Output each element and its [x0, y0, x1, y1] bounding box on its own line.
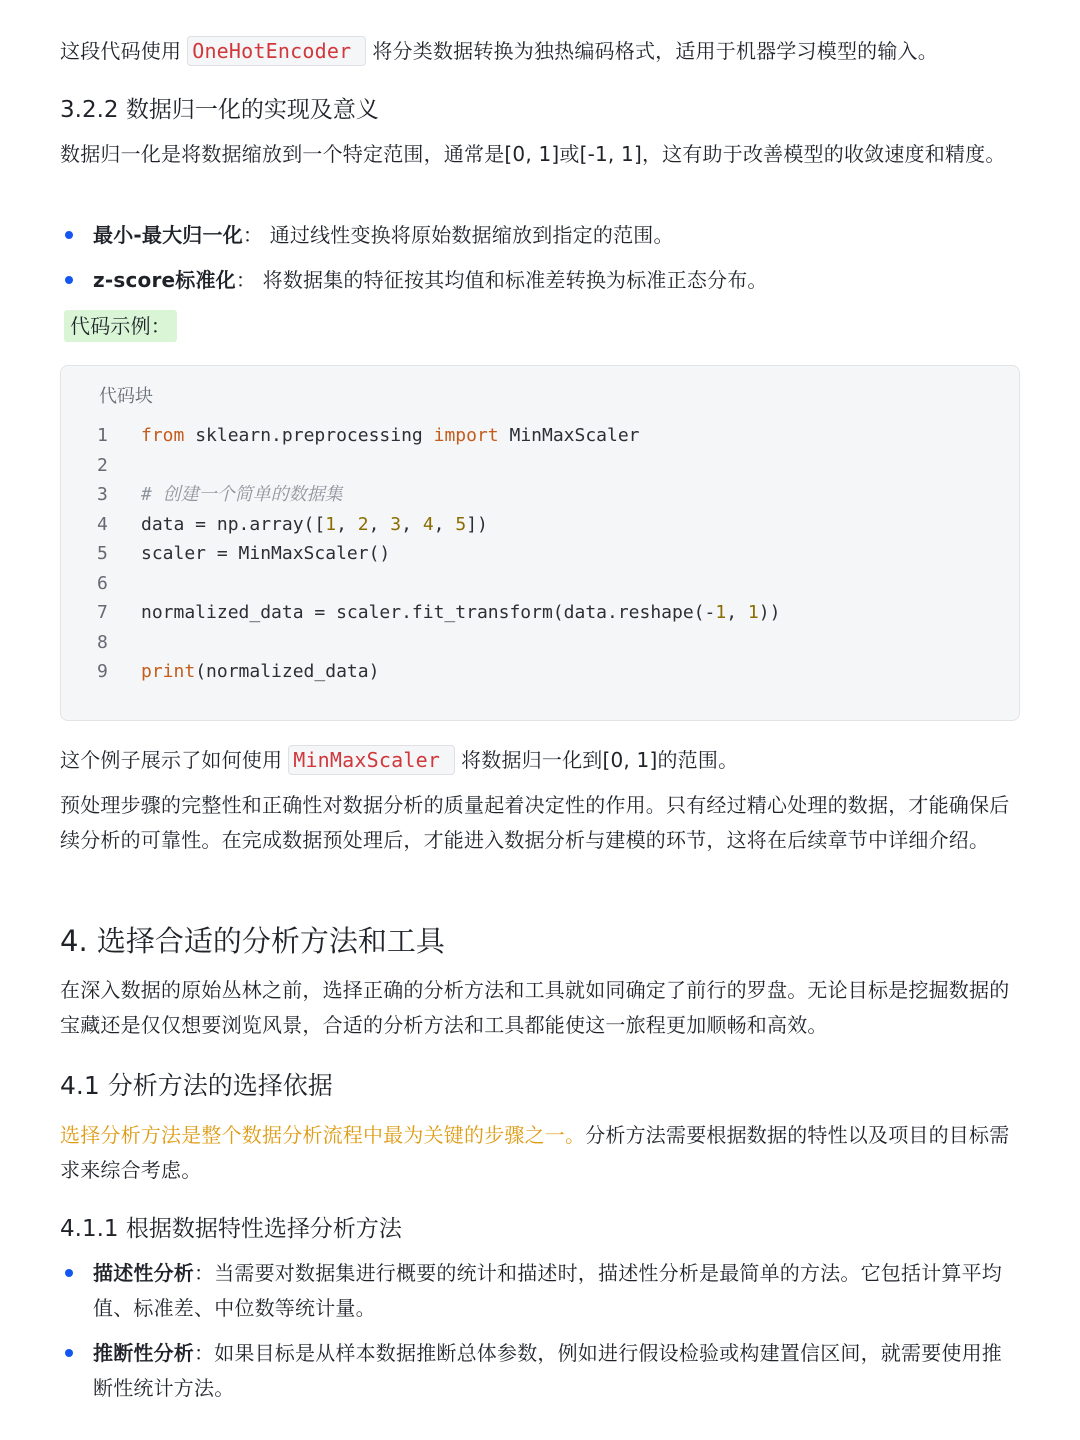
code-line-number: 5: [97, 543, 108, 564]
code-example-label: 代码示例：: [64, 310, 177, 342]
code-line-number: 4: [97, 513, 108, 535]
code-line-text: [141, 598, 780, 627]
code-line-number: 8: [97, 631, 108, 653]
code-token: ,: [401, 513, 423, 535]
list-item-term: 描述性分析: [93, 1261, 194, 1285]
code-token: ,: [368, 513, 391, 535]
code-token: 5: [455, 513, 467, 535]
code-token: MinMaxScaler: [498, 425, 640, 446]
paragraph-method-basis: [60, 1118, 1020, 1188]
code-example-label-row: [64, 309, 1024, 344]
list-item: [60, 1256, 1020, 1326]
code-line-number: 3: [97, 484, 108, 505]
heading-4: 4. 选择合适的分析方法和工具: [60, 924, 445, 958]
code-token: normalized_data = scaler.fit_transform(data.reshape(-: [141, 602, 716, 623]
code-line-text: [141, 480, 343, 509]
list-item-term: 推断性分析: [93, 1341, 194, 1365]
code-token: 1: [715, 602, 727, 623]
paragraph-text: 将数据归一化到[0, 1]的范围。: [461, 748, 739, 772]
code-token: from: [141, 425, 185, 446]
code-token: ,: [433, 513, 456, 535]
code-token: 4: [422, 513, 434, 535]
paragraph-text: 这段代码使用: [60, 39, 182, 63]
paragraph-normalization: 数据归一化是将数据缩放到一个特定范围，通常是[0, 1]或[-1, 1]，这有助于改善模型的收敛速度和精度。: [60, 142, 1006, 166]
code-token: ]): [466, 513, 488, 535]
code-token: data = np.array([: [141, 513, 326, 535]
code-line-number: 1: [97, 425, 108, 446]
paragraph-text: 这个例子展示了如何使用: [60, 748, 283, 772]
code-line-text: [141, 539, 390, 568]
code-token: print: [141, 661, 196, 682]
paragraph-onehot: [60, 34, 1020, 69]
code-token: 1: [325, 513, 337, 535]
list-item-desc: ：如果目标是从样本数据推断总体参数，例如进行假设检验或构建置信区间，就需要使用推断性统计方法。: [93, 1341, 1002, 1400]
code-token: ,: [726, 602, 748, 623]
code-token: # 创建一个简单的数据集: [141, 484, 343, 505]
bullet-icon: [65, 1349, 73, 1357]
code-token: 2: [357, 513, 369, 535]
bullet-icon: [65, 231, 73, 239]
list-item-desc: ： 通过线性变换将原始数据缩放到指定的范围。: [242, 223, 674, 247]
code-line-number: 2: [97, 454, 108, 476]
code-token: ,: [336, 513, 358, 535]
heading-3-2-2: 3.2.2 数据归一化的实现及意义: [60, 97, 379, 123]
paragraph-minmax: [60, 743, 1020, 778]
code-token: 1: [747, 602, 759, 623]
paragraph-preprocessing: 预处理步骤的完整性和正确性对数据分析的质量起着决定性的作用。只有经过精心处理的数据，才能确保后续分析的可靠性。在完成数据预处理后，才能进入数据分析与建模的环节，这将在后续章节中详细介绍。: [60, 793, 1010, 852]
bullet-icon: [65, 276, 73, 284]
list-item: [60, 218, 1020, 253]
code-line-number: 9: [97, 661, 108, 682]
paragraph-text: 分析方法需要根据数据的特性以及项目的目标需求来综合考虑。: [60, 1123, 1010, 1182]
code-token: sklearn.preprocessing: [184, 425, 434, 446]
code-line-number: 6: [97, 572, 108, 594]
code-block: [60, 365, 1020, 721]
list-item: [60, 1336, 1020, 1406]
code-line-text: [141, 657, 379, 686]
list-item-desc: ： 将数据集的特征按其均值和标准差转换为标准正态分布。: [235, 268, 768, 292]
code-token: scaler = MinMaxScaler(): [141, 543, 391, 564]
code-token: )): [758, 602, 781, 623]
code-token: 3: [390, 513, 402, 535]
list-item-term: 最小-最大归一化: [93, 223, 243, 247]
inline-code-onehotencoder: OneHotEncoder: [187, 36, 366, 66]
list-item-desc: ：当需要对数据集进行概要的统计和描述时，描述性分析是最简单的方法。它包括计算平均值、标准差、中位数等统计量。: [93, 1261, 1002, 1320]
code-block-title: 代码块: [99, 386, 153, 407]
code-line-text: [141, 421, 640, 450]
heading-4-1-1: 4.1.1 根据数据特性选择分析方法: [60, 1216, 402, 1242]
list-item: [60, 263, 1020, 298]
code-line-text: [141, 510, 488, 539]
inline-code-minmaxscaler: MinMaxScaler: [288, 745, 455, 775]
code-token: import: [433, 425, 499, 446]
bullet-icon: [65, 1269, 73, 1277]
code-token: (normalized_data): [195, 661, 380, 682]
highlighted-text: 选择分析方法是整个数据分析流程中最为关键的步骤之一。: [60, 1123, 586, 1147]
list-item-term: z-score标准化: [93, 268, 236, 292]
paragraph-text: 将分类数据转换为独热编码格式，适用于机器学习模型的输入。: [372, 39, 938, 63]
heading-4-1: 4.1 分析方法的选择依据: [60, 1071, 333, 1100]
paragraph-select-methods: 在深入数据的原始丛林之前，选择正确的分析方法和工具就如同确定了前行的罗盘。无论目标是挖掘数据的宝藏还是仅仅想要浏览风景，合适的分析方法和工具都能使这一旅程更加顺畅和高效。: [60, 978, 1010, 1037]
code-line-number: 7: [97, 602, 108, 623]
